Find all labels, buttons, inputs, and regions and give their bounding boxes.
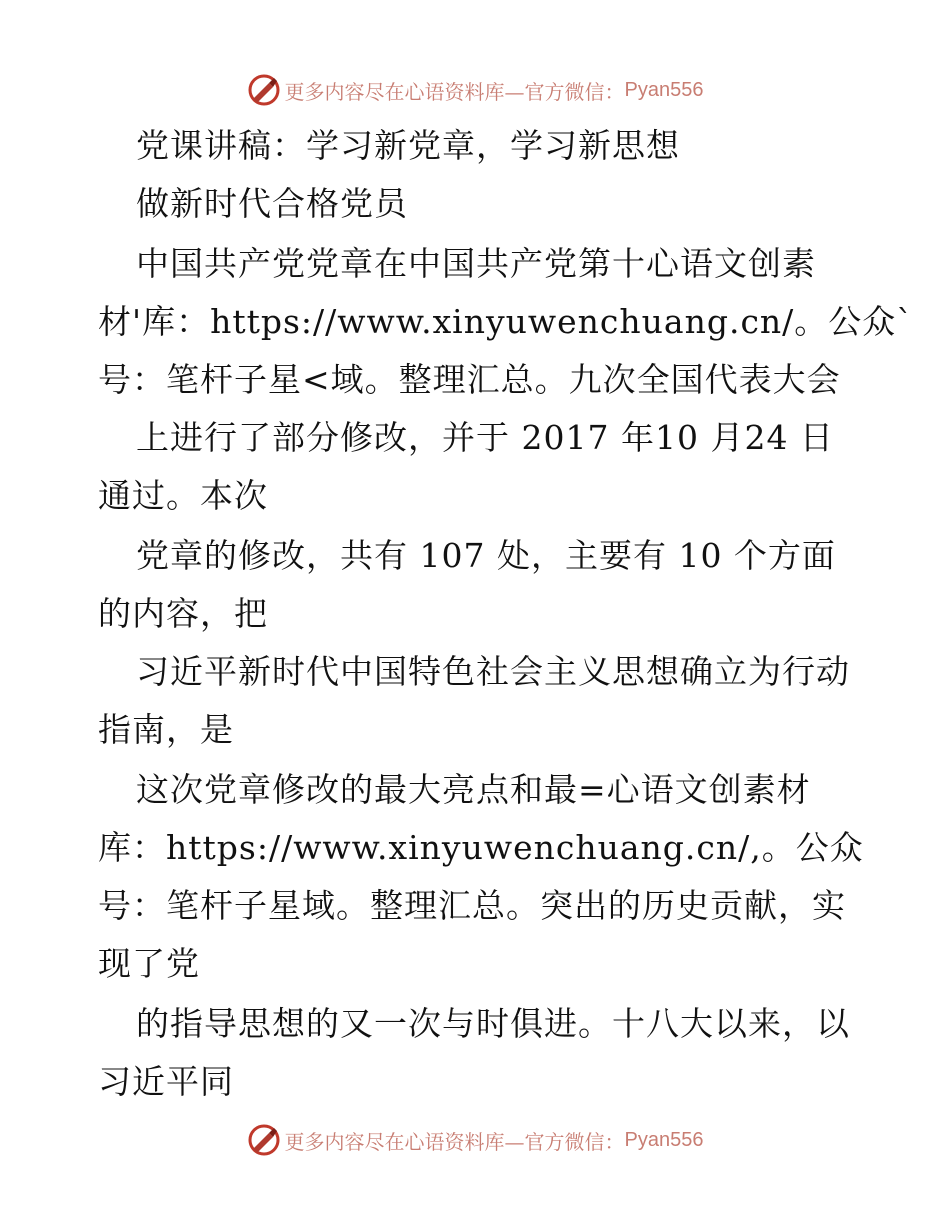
body-line: 的指导思想的又一次与时俱进。十八大以来，以 [136, 1004, 850, 1043]
body-line: 习近平新时代中国特色社会主义思想确立为行动 [136, 652, 850, 691]
body-line: 号：笔杆子星域。整理汇总。突出的历史贡献，实 [98, 886, 846, 925]
subtitle-line: 做新时代合格党员 [136, 184, 408, 223]
header-watermark-banner [0, 70, 950, 110]
banner-wechat-id: Pyan556 [624, 78, 704, 101]
body-line: 指南，是 [98, 710, 234, 749]
body-line: 这次党章修改的最大亮点和最=心语文创素材 [136, 770, 811, 809]
body-line: 号：笔杆子星<域。整理汇总。九次全国代表大会 [98, 360, 841, 399]
body-line: 材'库：https://www.xinyuwenchuang.cn/。公众` [98, 302, 914, 341]
body-line: 通过。本次 [98, 476, 268, 515]
banner-wechat-id: Pyan556 [624, 1128, 704, 1151]
title-line: 党课讲稿：学习新党章，学习新思想 [136, 126, 680, 165]
pen-nib-logo-icon [247, 73, 281, 107]
body-line: 中国共产党党章在中国共产党第十心语文创素 [136, 244, 816, 283]
banner-text: 更多内容尽在心语资料库—官方微信： [284, 1129, 625, 1154]
body-line: 上进行了部分修改，并于 2017 年10 月24 日 [136, 418, 834, 457]
body-line: 习近平同 [98, 1062, 234, 1101]
body-line: 现了党 [98, 944, 200, 983]
body-line: 库：https://www.xinyuwenchuang.cn/,。公众 [98, 828, 864, 867]
banner-text: 更多内容尽在心语资料库—官方微信： [284, 79, 625, 104]
footer-watermark-banner [0, 1120, 950, 1160]
body-line: 的内容，把 [98, 594, 268, 633]
body-line: 党章的修改，共有 107 处，主要有 10 个方面 [136, 536, 836, 575]
pen-nib-logo-icon [247, 1123, 281, 1157]
